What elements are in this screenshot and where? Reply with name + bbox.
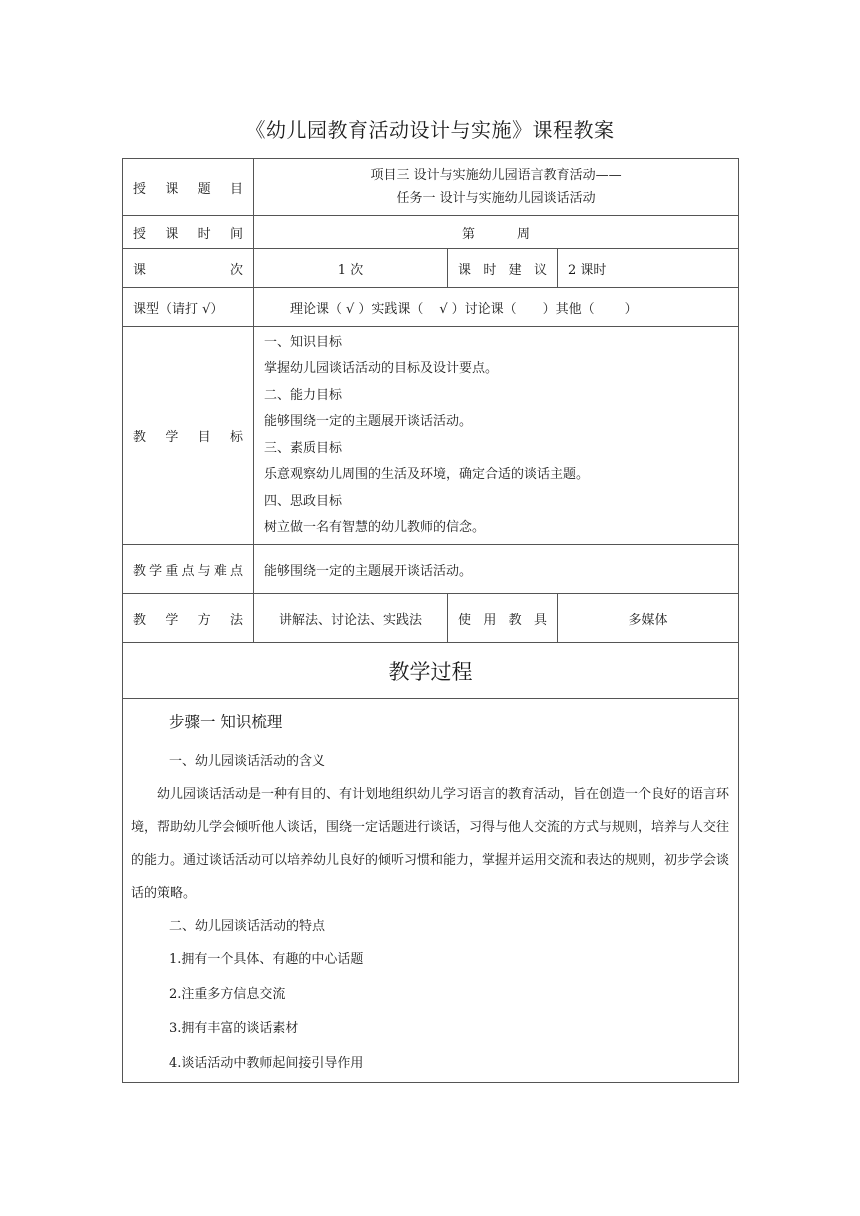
row-topic [123,159,739,216]
row-type [123,288,739,327]
time-value [254,216,739,249]
objective-line: 二、能力目标 [264,387,343,403]
type-value [254,288,739,327]
hours-label: 课时建议 [448,249,558,288]
discuss-option: ）讨论课（ [451,301,517,317]
document-title: 《幼儿园教育活动设计与实施》课程教案 [245,118,615,142]
objective-line: 三、素质目标 [264,440,343,456]
objective-line: 能够围绕一定的主题展开谈话活动。 [264,414,473,429]
topic-line-2: 任务一 设计与实施幼儿园谈话活动 [396,191,596,206]
row-process [123,699,739,1083]
tools-value: 多媒体 [558,594,739,643]
objective-line: 乐意观察幼儿周围的生活及环境，确定合适的谈话主题。 [264,467,590,482]
row-session [123,249,739,288]
row-process-title [123,643,739,699]
theory-option: 理论课（ [290,301,343,317]
topic-line-1: 项目三 设计与实施幼儿园语言教育活动—— [370,168,622,183]
focus-value: 能够围绕一定的主题展开谈话活动。 [254,545,739,594]
method-label: 教学方法 [123,594,254,643]
objective-line: 一、知识目标 [264,334,343,350]
lesson-plan-table [122,158,739,1083]
section-heading-meaning: 一、幼儿园谈话活动的含义 [169,754,326,769]
feature-item: 2.注重多方信息交流 [169,986,286,1002]
other-option: ）其他（ [542,301,595,317]
session-value: 1 次 [254,249,448,288]
practice-check: √ [439,301,448,317]
meaning-paragraph: 幼儿园谈话活动是一种有目的、有计划地组织幼儿学习语言的教育活动，旨在创造一个良好的语言环境，帮助幼儿学会倾听他人谈话，围绕一定话题进行谈话，习得与他人交流的方式与规则，培养与人交往的能力。通过谈话活动可以培养幼儿良好的倾听习惯和能力，掌握并运用交流和表达的规则，初步学会谈话的策略。 [131,787,730,901]
section-heading-features: 二、幼儿园谈话活动的特点 [169,919,326,934]
week-suffix: 周 [517,226,531,242]
objectives-label: 教学目标 [123,327,254,545]
feature-item: 1.拥有一个具体、有趣的中心话题 [169,952,364,967]
session-label: 课次 [123,249,254,288]
hours-value: 2 课时 [558,249,739,288]
objective-line: 四、思政目标 [264,493,343,509]
row-time [123,216,739,249]
topic-label: 授课题目 [123,159,254,216]
method-value: 讲解法、讨论法、实践法 [254,594,448,643]
row-focus [123,545,739,594]
objectives-value [254,327,739,545]
feature-item: 3.拥有丰富的谈话素材 [169,1021,299,1036]
time-label: 授课时间 [123,216,254,249]
topic-value [254,159,739,216]
week-prefix: 第 [462,226,476,242]
practice-option: ）实践课（ [358,301,424,317]
type-end: ） [624,301,638,317]
process-body [123,699,739,1083]
type-label: 课型（请打 √） [123,288,254,327]
tools-label: 使用教具 [448,594,558,643]
theory-check: √ [346,301,355,317]
row-objectives [123,327,739,545]
step-heading: 步骤一 知识梳理 [169,713,283,731]
objective-line: 树立做一名有智慧的幼儿教师的信念。 [264,520,486,535]
focus-label: 教学重点与难点 [123,545,254,594]
objective-line: 掌握幼儿园谈话活动的目标及设计要点。 [264,361,499,376]
feature-item: 4.谈话活动中教师起间接引导作用 [169,1055,364,1071]
process-title: 教学过程 [123,643,739,699]
row-method [123,594,739,643]
